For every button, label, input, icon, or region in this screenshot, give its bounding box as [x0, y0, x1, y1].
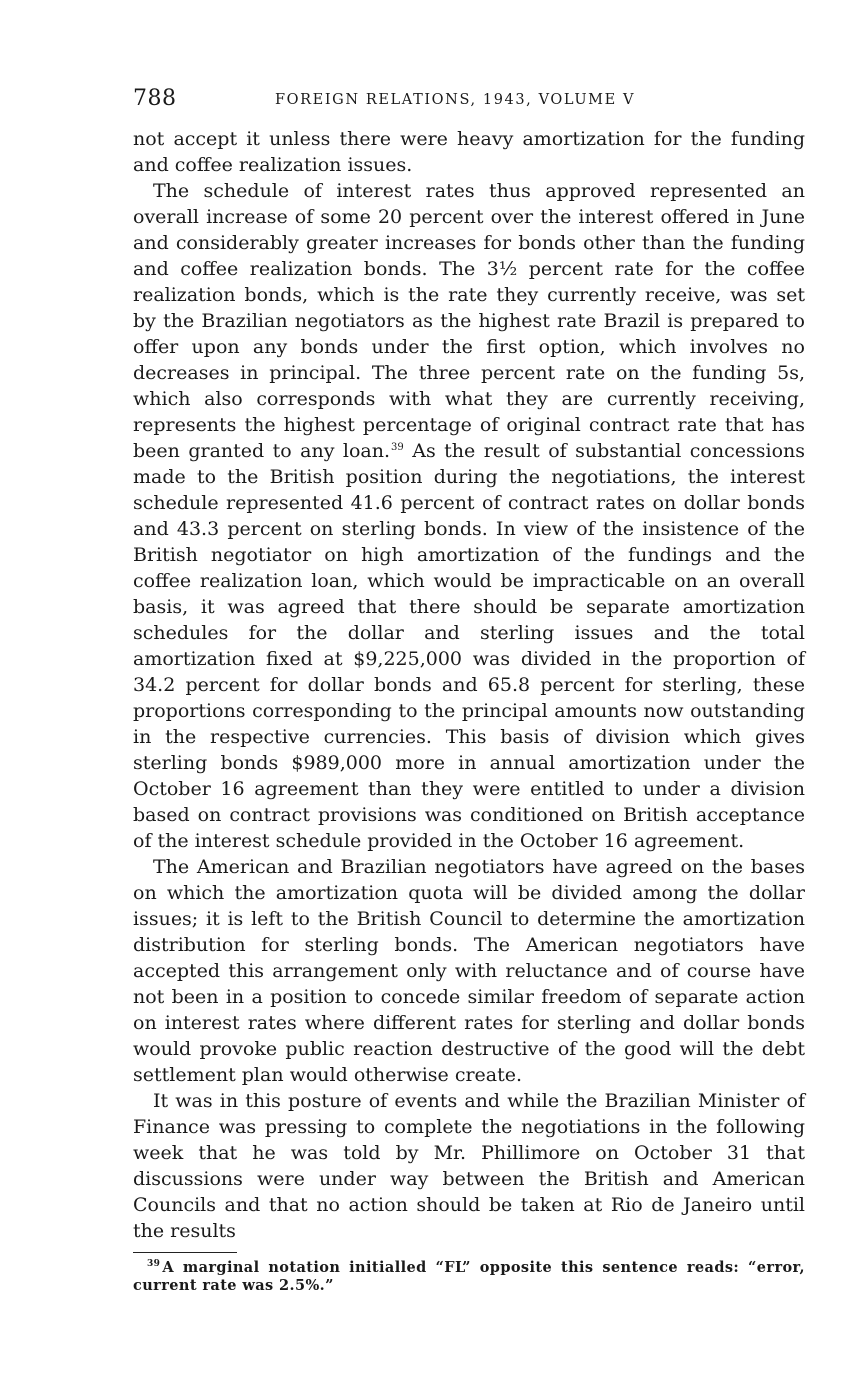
- page-header: [133, 86, 805, 116]
- paragraph-text-after-note: As the result of substantial concessions made to the British position during the negotiations, the interest schedule represented 41.6 percent of contract rates on dollar bonds and 43.3 percent on sterling bonds. In view of the insistence of the British negotiator on high amortization of the fundings and the coffee realization loan, which would be impracticable on an overall basis, it was agreed that there should be separate amortization schedules for the dollar and sterling issues and the total amortization fixed at $9,225,000 was divided in the proportion of 34.2 percent for dollar bonds and 65.8 percent for sterling, these proportions corresponding to the principal amounts now outstanding in the respective currencies. This basis of division which gives sterling bonds $989,000 more in annual amortization under the October 16 agreement than they were entitled to under a division based on contract provisions was conditioned on British acceptance of the interest schedule provided in the October 16 agreement.: [133, 440, 806, 852]
- paragraph-text-before-note: The schedule of interest rates thus approved represented an overall increase of some 20 percent over the interest offered in June and considerably greater increases for bonds other than the funding and coffee realization bonds. The 3½ percent rate for the coffee realization bonds, which is the rate they currently receive, was set by the Brazilian negotiators as the highest rate Brazil is prepared to offer upon any bonds under the first option, which involves no decreases in principal. The three percent rate on the funding 5s, which also corresponds with what they are currently receiving, represents the highest percentage of original contract rate that has been granted to any loan.: [133, 180, 805, 462]
- document-page: [133, 86, 805, 1295]
- paragraph-posture-of-events: It was in this posture of events and while the Brazilian Minister of Finance was pressing to complete the negotiations in the following week that he was told by Mr. Phillimore on October 31 that discussions were under way between the British and American Councils and that no action should be taken at Rio de Janeiro until the results: [133, 1090, 805, 1242]
- paragraph-amortization-bases: The American and Brazilian negotiators have agreed on the bases on which the amortization quota will be divided among the dollar issues; it is left to the British Council to determine the amortization distribution for sterling bonds. The American negotiators have accepted this arrangement only with reluctance and of course have not been in a position to concede similar freedom of separate action on interest rates where different rates for sterling and dollar bonds would provoke public reaction destructive of the good will the debt settlement plan would otherwise create.: [133, 856, 805, 1086]
- paragraph-interest-schedule: [133, 178, 805, 854]
- footnote-text: A marginal notation initialled “FL” opposite this sentence reads: “error, current rate was 2.5%.”: [133, 1259, 805, 1294]
- page-number: 788: [133, 86, 177, 111]
- running-head: FOREIGN RELATIONS, 1943, VOLUME V: [275, 92, 636, 108]
- footnote-reference[interactable]: 39: [391, 442, 404, 453]
- paragraph-continued: not accept it unless there were heavy amortization for the funding and coffee realization issues.: [133, 128, 805, 176]
- footnote-number: 39: [147, 1259, 161, 1269]
- footnote-divider: [133, 1252, 237, 1253]
- footnote: [133, 1259, 805, 1295]
- body-text: [133, 126, 805, 1244]
